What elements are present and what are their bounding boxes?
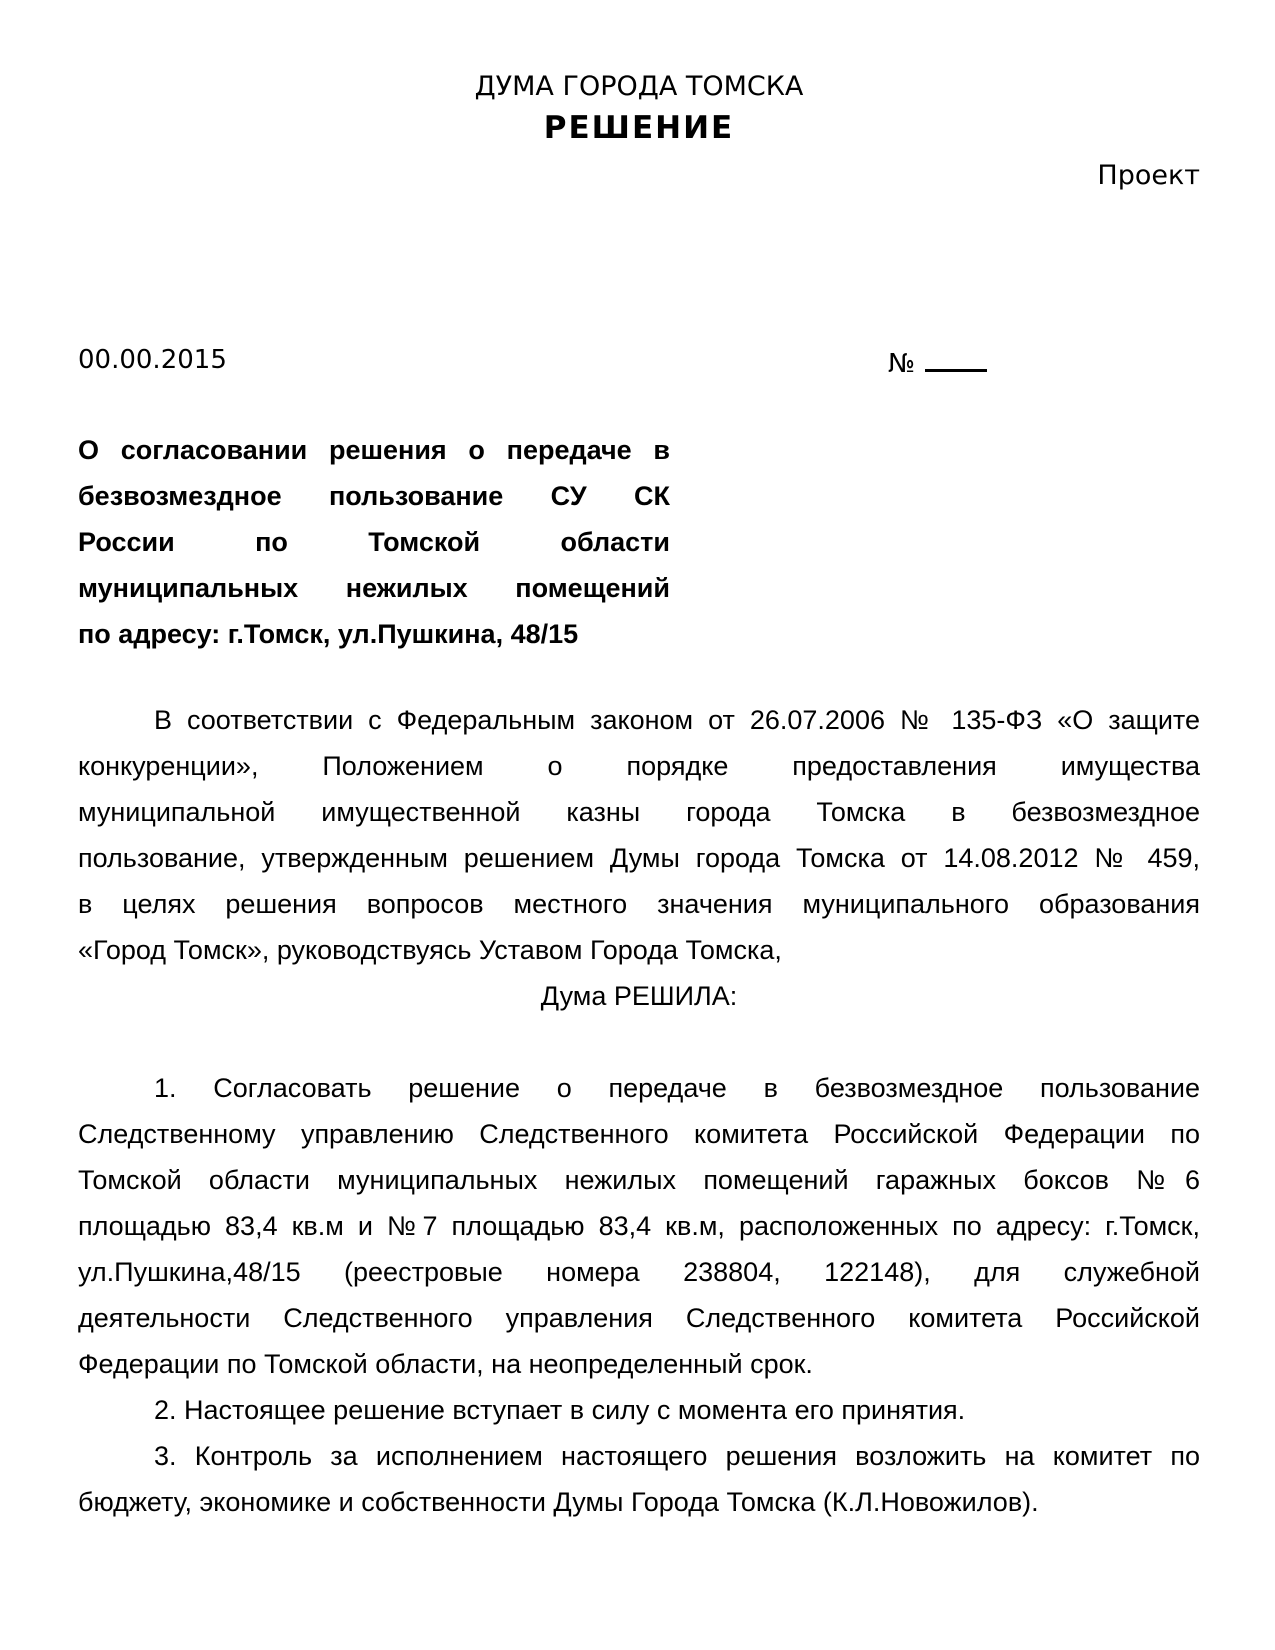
subject-heading <box>78 427 670 657</box>
text-line: Федерации по Томской области, на неопределенный срок. <box>78 1349 813 1379</box>
preamble-paragraph <box>78 697 1200 973</box>
text-line: России по Томской области <box>78 527 670 557</box>
document-number <box>888 343 987 381</box>
resolution-intro: Дума РЕШИЛА: <box>540 981 738 1011</box>
text-line: «Город Томск», руководствуясь Уставом Города Томска, <box>78 935 782 965</box>
document-date: 00.00.2015 <box>78 345 227 375</box>
text-line: 2. Настоящее решение вступает в силу с момента его принятия. <box>154 1395 966 1425</box>
text-line: муниципальных нежилых помещений <box>78 573 670 603</box>
text-line: В соответствии с Федеральным законом от 26.07.2006 № 135-ФЗ «О защите <box>154 705 1200 735</box>
document-page <box>0 70 1275 1650</box>
number-sign: № <box>888 349 916 379</box>
text-line: конкуренции», Положением о порядке предоставления имущества <box>78 751 1200 781</box>
document-type-title: РЕШЕНИЕ <box>543 110 735 146</box>
text-line: площадью 83,4 кв.м и №7 площадью 83,4 кв.м, расположенных по адресу: г.Томск, <box>78 1211 1200 1241</box>
meta-row <box>78 343 1200 383</box>
text-line: 1. Согласовать решение о передаче в безвозмездное пользование <box>154 1073 1200 1103</box>
text-line: безвозмездное пользование СУ СК <box>78 481 670 511</box>
text-line: Следственному управлению Следственного комитета Российской Федерации по <box>78 1119 1200 1149</box>
text-line: деятельности Следственного управления Следственного комитета Российской <box>78 1303 1200 1333</box>
draft-label: Проект <box>1097 160 1200 191</box>
text-line: О согласовании решения о передаче в <box>78 435 670 465</box>
text-line: пользование, утвержденным решением Думы города Томска от 14.08.2012 № 459, <box>78 843 1200 873</box>
text-line: 3. Контроль за исполнением настоящего решения возложить на комитет по <box>154 1441 1200 1471</box>
resolution-item-1 <box>78 1065 1200 1387</box>
text-line: муниципальной имущественной казны города Томска в безвозмездное <box>78 797 1200 827</box>
organization-name: ДУМА ГОРОДА ТОМСКА <box>474 71 804 102</box>
number-blank-line <box>925 343 987 372</box>
resolution-item-2 <box>78 1387 1200 1433</box>
text-line: бюджету, экономике и собственности Думы Города Томска (К.Л.Новожилов). <box>78 1487 1039 1517</box>
text-line: по адресу: г.Томск, ул.Пушкина, 48/15 <box>78 619 579 649</box>
text-line: в целях решения вопросов местного значения муниципального образования <box>78 889 1200 919</box>
text-line: Томской области муниципальных нежилых помещений гаражных боксов №6 <box>78 1165 1200 1195</box>
resolution-item-3 <box>78 1433 1200 1525</box>
text-line: ул.Пушкина,48/15 (реестровые номера 238804, 122148), для служебной <box>78 1257 1200 1287</box>
